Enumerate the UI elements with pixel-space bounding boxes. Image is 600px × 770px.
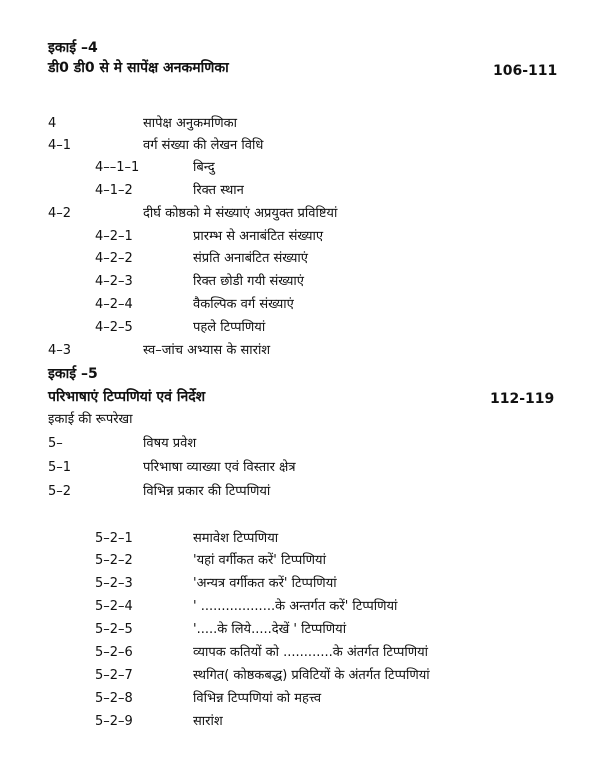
item-text: सापेक्ष अनुकमणिका	[143, 116, 238, 131]
item-text: पहले टिप्पणियां	[193, 320, 266, 335]
item-number: 4–2–5	[95, 320, 133, 335]
item-number: 5–2–8	[95, 691, 133, 706]
item-number: 5–2–2	[95, 553, 133, 568]
item-text: स्थगित( कोष्ठकबद्ध) प्रविटियों के अंतर्गत टिप्पणियां	[193, 668, 430, 683]
item-number: 4–1	[48, 138, 72, 153]
item-text: ' ..................के अन्तर्गत करें' टिप्पणियां	[193, 599, 398, 614]
item-number: 5–2–3	[95, 576, 133, 591]
item-number: 4–3	[48, 343, 72, 358]
unit4-pages: 106-111	[493, 63, 558, 79]
item-number: 5–2–5	[95, 622, 133, 637]
item-text: विषय प्रवेश	[143, 436, 197, 451]
item-number: 4–2–1	[95, 229, 133, 244]
item-number: 5–1	[48, 460, 72, 475]
unit5-title: परिभाषाएं टिप्पणियां एवं निर्देश	[48, 389, 206, 405]
unit4-heading: इकाई –4	[48, 40, 98, 56]
item-number: 5–	[48, 436, 63, 451]
item-number: 5–2–1	[95, 531, 133, 546]
outline-label: इकाई की रूपरेखा	[48, 412, 133, 427]
item-number: 4–1–2	[95, 183, 133, 198]
item-text: रिक्त छोडी गयी संख्याएं	[193, 274, 304, 289]
item-text: दीर्घ कोष्ठको मे संख्याएं अप्रयुक्त प्रविष्टियां	[143, 206, 338, 221]
item-text: वर्ग संख्या की लेखन विधि	[143, 138, 264, 153]
item-text: 'अन्यत्र वर्गीकत करें' टिप्पणियां	[193, 576, 337, 591]
item-text: स्व–जांच अभ्यास के सारांश	[143, 343, 271, 358]
item-text: समावेश टिप्पणिया	[193, 531, 279, 546]
item-number: 5–2–6	[95, 645, 133, 660]
item-number: 5–2–7	[95, 668, 133, 683]
item-number: 5–2–4	[95, 599, 133, 614]
item-number: 5–2	[48, 484, 72, 499]
unit5-pages: 112-119	[490, 391, 555, 407]
item-number: 4–2–3	[95, 274, 133, 289]
item-text: वैकल्पिक वर्ग संख्याएं	[193, 297, 294, 312]
item-text: विभिन्न टिप्पणियां को महत्त्व	[193, 691, 322, 706]
item-number: 4–2–4	[95, 297, 133, 312]
item-text: संप्रति अनाबंटित संख्याएं	[193, 251, 308, 266]
item-text: परिभाषा व्याख्या एवं विस्तार क्षेत्र	[143, 460, 296, 475]
item-text: विभिन्न प्रकार की टिप्पणियां	[143, 484, 271, 499]
item-text: सारांश	[193, 714, 223, 729]
item-text: व्यापक कतियों को ............के अंतर्गत टिप्पणियां	[193, 645, 429, 660]
item-number: 4–2	[48, 206, 72, 221]
item-text: बिन्दु	[193, 160, 215, 175]
item-number: 5–2–9	[95, 714, 133, 729]
item-text: रिक्त स्थान	[193, 183, 244, 198]
item-number: 4––1–1	[95, 160, 140, 175]
item-text: 'यहां वर्गीकत करें' टिप्पणियां	[193, 553, 326, 568]
item-number: 4–2–2	[95, 251, 133, 266]
unit5-heading: इकाई –5	[48, 366, 98, 382]
item-number: 4	[48, 116, 57, 131]
item-text: '.....के लिये.....देखें ' टिप्पणियां	[193, 622, 347, 637]
unit4-title: डी0 डी0 से मे सापेंक्ष अनकमणिका	[48, 60, 229, 76]
item-text: प्रारम्भ से अनाबंटित संख्याए	[193, 229, 324, 244]
